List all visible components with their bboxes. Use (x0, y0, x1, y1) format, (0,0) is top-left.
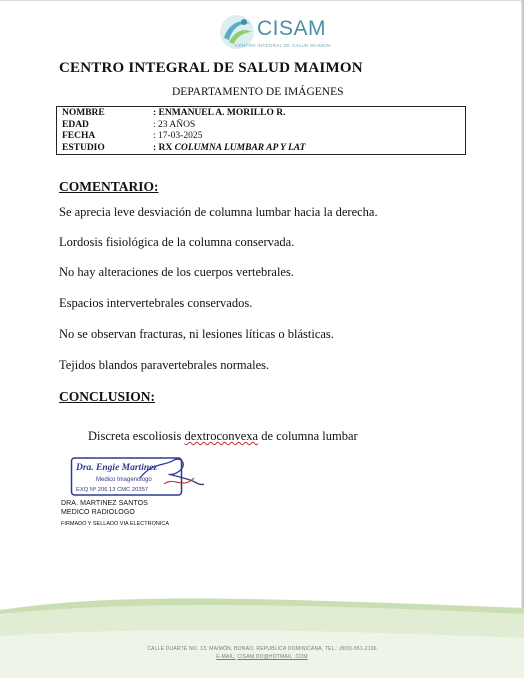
signature-note: FIRMADO Y SELLADO VIA ELECTRONICA (61, 521, 169, 527)
patient-value: : ENMANUEL A. MORILLO R. (153, 108, 286, 118)
conclusion-text-start: Discreta escoliosis (88, 429, 185, 443)
cisam-logo (205, 10, 330, 54)
footer-email-address[interactable]: CISAM.DO@HOTMAIL .COM (237, 654, 308, 660)
stamp-exequatur: EXQ Nº 206 13 CMC 20357 (76, 487, 149, 493)
stamp-role: Medico Imagenologo (96, 477, 152, 483)
footer-email (0, 654, 524, 660)
study-name: COLUMNA LUMBAR AP Y LAT (174, 142, 306, 153)
patient-value: : 17-03-2025 (153, 131, 203, 141)
doctor-name: DRA. MARTINEZ SANTOS (61, 500, 148, 507)
organization-title: CENTRO INTEGRAL DE SALUD MAIMON (59, 60, 363, 76)
cisam-logo-text: CISAM (257, 17, 327, 40)
patient-label: ESTUDIO (62, 142, 105, 153)
finding-item: No se observan fracturas, ni lesiones líticas o blásticas. (59, 327, 334, 341)
department-title: DEPARTAMENTO DE IMÁGENES (172, 86, 344, 98)
finding-item: Tejidos blandos paravertebrales normales. (59, 358, 270, 372)
patient-row-estudio (60, 143, 462, 155)
comment-heading: COMENTARIO: (59, 179, 159, 194)
page-top-edge (0, 0, 524, 1)
patient-value: : 23 AÑOS (153, 119, 196, 130)
patient-row-nombre (60, 108, 462, 120)
footer-address: CALLE DUARTE NO. 13, MAIMÓN, BONAO, REPUBLICA DOMINICANA, TEL.: (809)-551-2106 (147, 646, 377, 652)
footer-wave (0, 596, 524, 678)
study-prefix: : RX (153, 142, 175, 153)
conclusion-heading: CONCLUSION: (59, 389, 156, 404)
finding-item: Se aprecia leve desviación de columna lumbar hacia la derecha. (59, 205, 378, 219)
conclusion-text-end: de columna lumbar (258, 429, 358, 443)
patient-info-box (56, 106, 466, 155)
doctor-stamp (70, 456, 205, 498)
conclusion-text (88, 429, 358, 444)
patient-label: EDAD (62, 119, 89, 130)
patient-value (153, 143, 305, 155)
doctor-role: MEDICO RADIOLOGO (61, 509, 135, 516)
finding-item: Espacios intervertebrales conservados. (59, 296, 253, 310)
patient-row-fecha (60, 131, 462, 143)
patient-label: FECHA (62, 131, 96, 141)
stamp-name: Dra. Engie Martinez (76, 463, 158, 473)
signature-accent (164, 478, 194, 484)
cisam-logo-subtitle: CENTRO INTEGRAL DE SALUD MAIMON (235, 43, 331, 48)
footer-email-prefix: E-MAIL: (216, 654, 236, 660)
patient-row-edad (60, 120, 462, 132)
finding-item: No hay alteraciones de los cuerpos vertebrales. (59, 265, 294, 279)
finding-item: Lordosis fisiológica de la columna conservada. (59, 235, 295, 249)
patient-label: NOMBRE (62, 108, 105, 118)
spellcheck-flagged-word: dextroconvexa (184, 429, 259, 443)
